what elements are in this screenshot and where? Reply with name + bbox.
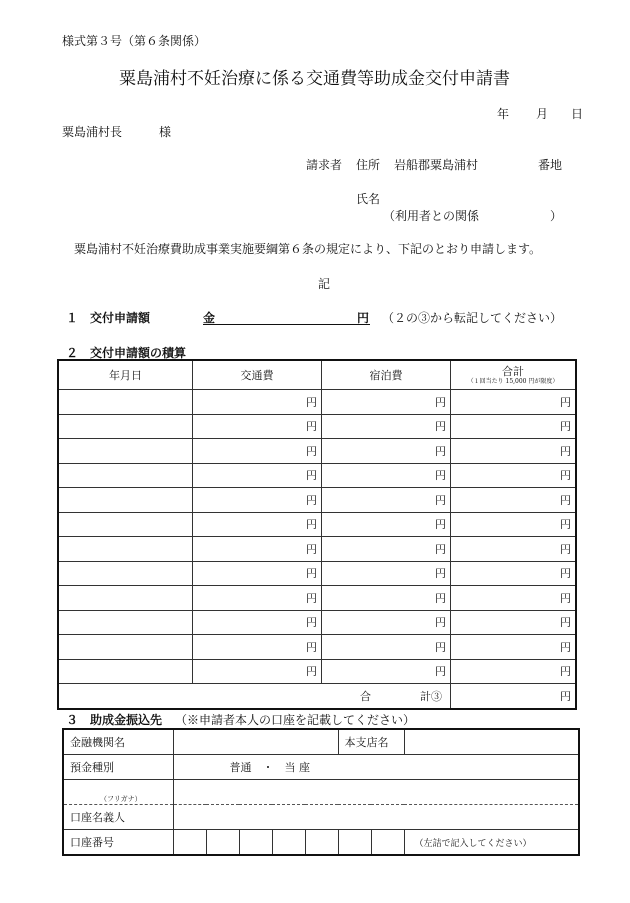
date-cell[interactable] (58, 586, 193, 611)
date-cell[interactable] (58, 390, 193, 415)
sum-label-b: 計③ (420, 689, 442, 703)
calc-row (58, 561, 576, 586)
lodging-cell[interactable]: 円 (322, 586, 451, 611)
transport-cell[interactable]: 円 (193, 512, 322, 537)
address-label: 住所 (356, 158, 381, 172)
relation-close: ） (550, 209, 563, 223)
total-cell[interactable]: 円 (451, 561, 577, 586)
total-cell[interactable]: 円 (451, 659, 577, 684)
address-value: 岩船郡粟島浦村 (394, 158, 479, 172)
transport-cell[interactable]: 円 (193, 561, 322, 586)
sum-label-cell (58, 684, 451, 709)
section3-label: ３ 助成金振込先 (66, 713, 163, 727)
bank-input[interactable] (173, 729, 338, 755)
account-number-row (63, 830, 579, 856)
date-cell[interactable] (58, 537, 193, 562)
furigana-label: （フリガナ） (63, 780, 173, 805)
lodging-cell[interactable]: 円 (322, 390, 451, 415)
calc-row (58, 390, 576, 415)
calc-table (57, 359, 577, 710)
date-month: 月 (536, 107, 549, 121)
date-cell[interactable] (58, 610, 193, 635)
account-digit-6[interactable] (338, 830, 371, 856)
name-label: 氏名 (356, 192, 381, 206)
addressee: 粟島浦村長 (62, 125, 123, 139)
lodging-cell[interactable]: 円 (322, 610, 451, 635)
total-cell[interactable]: 円 (451, 610, 577, 635)
transport-cell[interactable]: 円 (193, 414, 322, 439)
account-digit-5[interactable] (305, 830, 338, 856)
total-cell[interactable]: 円 (451, 586, 577, 611)
addressee-honorific: 様 (159, 125, 172, 139)
account-digit-3[interactable] (239, 830, 272, 856)
page-title: 粟島浦村不妊治療に係る交通費等助成金交付申請書 (119, 69, 510, 89)
section1-label: １ 交付申請額 (66, 311, 151, 325)
branch-label: 本支店名 (338, 729, 404, 755)
calc-row (58, 439, 576, 464)
section2-label: ２ 交付申請額の積算 (66, 346, 187, 360)
transport-cell[interactable]: 円 (193, 463, 322, 488)
account-digit-1[interactable] (173, 830, 206, 856)
relation-input[interactable] (480, 203, 550, 221)
calc-header-row (58, 360, 576, 390)
bank-label: 金融機関名 (63, 729, 173, 755)
date-cell[interactable] (58, 635, 193, 660)
date-year: 年 (497, 107, 510, 121)
total-cell[interactable]: 円 (451, 439, 577, 464)
applicant-role: 請求者 (306, 158, 343, 172)
lodging-cell[interactable]: 円 (322, 659, 451, 684)
amount-input[interactable] (218, 306, 354, 322)
calc-row (58, 463, 576, 488)
transport-cell[interactable]: 円 (193, 635, 322, 660)
amount-yen: 円 (357, 311, 370, 325)
account-type-label: 預金種別 (63, 755, 173, 780)
account-number-note: （左詰で記入してください） (404, 830, 579, 856)
section3-note: （※申請者本人の口座を記載してください） (175, 713, 416, 727)
calc-sum-row (58, 684, 576, 709)
transport-cell[interactable]: 円 (193, 537, 322, 562)
calc-row (58, 512, 576, 537)
lodging-cell[interactable]: 円 (322, 537, 451, 562)
total-cell[interactable]: 円 (451, 635, 577, 660)
date-day: 日 (571, 107, 584, 121)
account-type-value[interactable]: 普通 ・ 当 座 (173, 755, 579, 780)
transport-cell[interactable]: 円 (193, 586, 322, 611)
date-cell[interactable] (58, 463, 193, 488)
lodging-cell[interactable]: 円 (322, 414, 451, 439)
holder-row (63, 805, 579, 830)
account-number-label: 口座番号 (63, 830, 173, 856)
total-cell[interactable]: 円 (451, 512, 577, 537)
transport-cell[interactable]: 円 (193, 390, 322, 415)
lodging-cell[interactable]: 円 (322, 463, 451, 488)
relation-label: （利用者との関係 (383, 209, 480, 223)
date-cell[interactable] (58, 488, 193, 513)
date-cell[interactable] (58, 561, 193, 586)
furigana-input[interactable] (173, 780, 579, 805)
bank-table (62, 728, 580, 856)
total-cell[interactable]: 円 (451, 488, 577, 513)
name-input[interactable] (390, 186, 570, 204)
lodging-cell[interactable]: 円 (322, 439, 451, 464)
total-cell[interactable]: 円 (451, 537, 577, 562)
lodging-cell[interactable]: 円 (322, 488, 451, 513)
date-cell[interactable] (58, 439, 193, 464)
calc-row (58, 488, 576, 513)
branch-input[interactable] (404, 729, 579, 755)
col-transport-header: 交通費 (193, 360, 322, 390)
account-digit-7[interactable] (371, 830, 404, 856)
total-cell[interactable]: 円 (451, 414, 577, 439)
sum-total-cell[interactable]: 円 (451, 684, 577, 709)
calc-row (58, 537, 576, 562)
lodging-cell[interactable]: 円 (322, 635, 451, 660)
ki-label: 記 (318, 277, 331, 291)
col-total-header: 合計 （１回当たり 15,000 円が限度） (451, 360, 577, 390)
col-lodging-header: 宿泊費 (322, 360, 451, 390)
body-text: 粟島浦村不妊治療費助成事業実施要綱第６条の規定により、下記のとおり申請します。 (74, 242, 542, 256)
account-digit-2[interactable] (206, 830, 239, 856)
holder-label: 口座名義人 (63, 805, 173, 830)
calc-row (58, 610, 576, 635)
account-digit-4[interactable] (272, 830, 305, 856)
holder-input[interactable] (173, 805, 579, 830)
banchi-label: 番地 (538, 158, 563, 172)
account-type-row (63, 755, 579, 780)
col-date-header: 年月日 (58, 360, 193, 390)
transport-cell[interactable]: 円 (193, 659, 322, 684)
address-input[interactable] (485, 152, 535, 170)
lodging-cell[interactable]: 円 (322, 561, 451, 586)
calc-row (58, 586, 576, 611)
furigana-row (63, 780, 579, 805)
calc-row (58, 635, 576, 660)
bank-row (63, 729, 579, 755)
calc-row (58, 414, 576, 439)
form-number: 様式第３号（第６条関係） (62, 34, 207, 48)
total-cell[interactable]: 円 (451, 463, 577, 488)
transport-cell[interactable]: 円 (193, 610, 322, 635)
calc-row (58, 659, 576, 684)
amount-kin: 金 (203, 311, 216, 325)
amount-note: （２の③から転記してください） (382, 311, 563, 325)
amount-underline (203, 324, 370, 325)
lodging-cell[interactable]: 円 (322, 512, 451, 537)
transport-cell[interactable]: 円 (193, 439, 322, 464)
transport-cell[interactable]: 円 (193, 488, 322, 513)
date-cell[interactable] (58, 659, 193, 684)
date-cell[interactable] (58, 414, 193, 439)
date-cell[interactable] (58, 512, 193, 537)
total-cell[interactable]: 円 (451, 390, 577, 415)
sum-label-a: 合 (360, 689, 371, 703)
